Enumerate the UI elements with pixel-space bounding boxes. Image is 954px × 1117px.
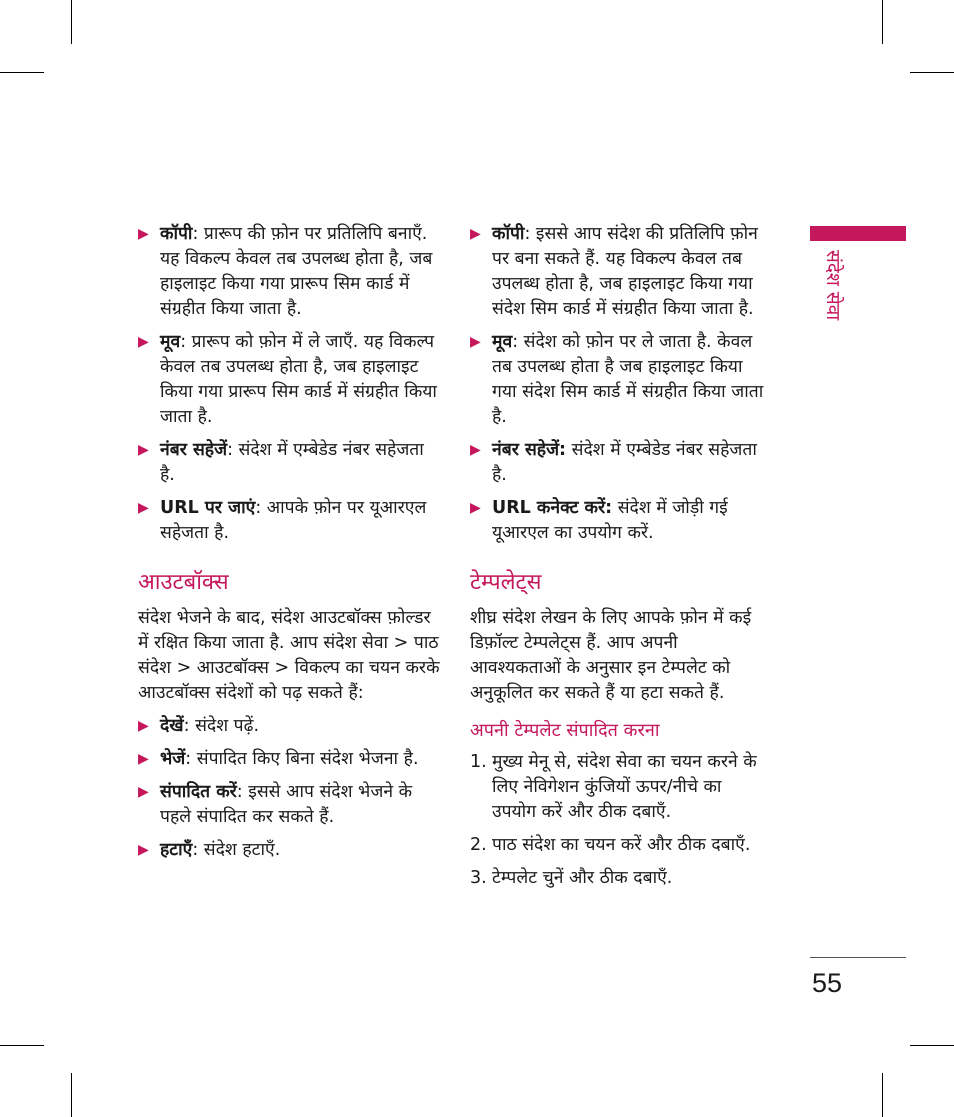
bullet-term: URL पर जाएं xyxy=(160,498,256,518)
page-number-rule xyxy=(810,957,906,958)
triangle-right-icon: ▶ xyxy=(470,500,481,516)
templates-heading: टेम्पलेट्स xyxy=(470,570,542,595)
bullet-term: मूव xyxy=(160,332,181,352)
bullet-view xyxy=(138,714,443,739)
triangle-right-icon: ▶ xyxy=(470,334,481,350)
bullet-copy-message xyxy=(470,222,770,322)
triangle-right-icon: ▶ xyxy=(138,442,149,458)
triangle-right-icon: ▶ xyxy=(138,784,149,800)
bullet-term: भेजें xyxy=(160,749,186,769)
section-tab-bar xyxy=(810,226,906,241)
step-text: टेम्पलेट चुनें और ठीक दबाएँ. xyxy=(492,868,673,888)
bullet-term: नंबर सहेजें xyxy=(160,440,228,460)
triangle-right-icon: ▶ xyxy=(138,500,149,516)
section-tab-label: संदेश सेवा xyxy=(822,250,844,321)
bullet-text: : आपके फ़ोन पर यूआरएल सहेजता है. xyxy=(160,498,427,543)
templates-paragraph: शीघ्र संदेश लेखन के लिए आपके फ़ोन में कई डिफ़ॉल्ट टेम्पलेट्स हैं. आप अपनी आवश्यकताओं के अनुसार इन टेम्पलेट को अनुकूलित कर सकते हैं या हटा सकते हैं. xyxy=(470,608,752,703)
bullet-term: कॉपी xyxy=(160,224,193,244)
step-number: 2. xyxy=(470,835,487,855)
bullet-save-number-right xyxy=(470,438,770,488)
bullet-save-number xyxy=(138,438,443,488)
bullet-edit xyxy=(138,780,443,830)
bullet-term: नंबर सहेजें: xyxy=(492,440,567,460)
right-column xyxy=(470,222,770,899)
bullet-copy-draft xyxy=(138,222,443,322)
step-number: 1. xyxy=(470,752,487,772)
bullet-text: संदेश में एम्बेडेड नंबर सहेजता है. xyxy=(492,440,757,485)
triangle-right-icon: ▶ xyxy=(138,718,149,734)
triangle-right-icon: ▶ xyxy=(470,226,481,242)
crop-mark-tr-h xyxy=(910,72,954,73)
bullet-text: : प्रारूप को फ़ोन में ले जाएँ. यह विकल्प केवल तब उपलब्ध होता है, जब हाइलाइट किया गया प्रारूप सिम कार्ड में संग्रहीत किया जाता है. xyxy=(160,332,437,427)
bullet-term: देखें xyxy=(160,716,184,736)
bullet-move-draft xyxy=(138,330,443,430)
bullet-term: संपादित करें xyxy=(160,782,237,802)
bullet-send xyxy=(138,747,443,772)
bullet-text: : इससे आप संदेश भेजने के पहले संपादित कर सकते हैं. xyxy=(160,782,413,827)
triangle-right-icon: ▶ xyxy=(138,842,149,858)
bullet-text: : संदेश पढ़ें. xyxy=(183,716,260,736)
bullet-text: संदेश में जोड़ी गई यूआरएल का उपयोग करें. xyxy=(492,498,728,543)
bullet-text: : संपादित किए बिना संदेश भेजना है. xyxy=(185,749,419,769)
step-item xyxy=(470,866,770,891)
crop-mark-tl-h xyxy=(0,72,44,73)
left-column xyxy=(138,222,443,871)
crop-mark-bl-h xyxy=(0,1045,44,1046)
triangle-right-icon: ▶ xyxy=(138,226,149,242)
bullet-text: : संदेश को फ़ोन पर ले जाता है. केवल तब उपलब्ध होता है जब हाइलाइट किया गया संदेश सिम कार्ड में संग्रहीत किया जाता है. xyxy=(492,332,764,427)
step-item xyxy=(470,750,770,825)
bullet-text: : प्रारूप की फ़ोन पर प्रतिलिपि बनाएँ. यह विकल्प केवल तब उपलब्ध होता है, जब हाइलाइट किया गया प्रारूप सिम कार्ड में संग्रहीत किया जाता है. xyxy=(160,224,433,319)
bullet-text: : संदेश में एम्बेडेड नंबर सहेजता है. xyxy=(160,440,424,485)
triangle-right-icon: ▶ xyxy=(470,442,481,458)
crop-mark-tl-v xyxy=(71,0,72,44)
edit-template-heading: अपनी टेम्पलेट संपादित करना xyxy=(470,720,660,741)
step-text: मुख्य मेनू से, संदेश सेवा का चयन करने के लिए नेविगेशन कुंजियों ऊपर/नीचे का उपयोग करें और ठीक दबाएँ. xyxy=(492,752,757,822)
bullet-term: हटाएँ xyxy=(160,840,193,860)
outbox-paragraph: संदेश भेजने के बाद, संदेश आउटबॉक्स फ़ोल्डर में रक्षित किया जाता है. आप संदेश सेवा > पाठ संदेश > आउटबॉक्स > विकल्प का चयन करके आउटबॉक्स संदेशों को पढ़ सकते हैं: xyxy=(138,608,440,703)
bullet-delete xyxy=(138,838,443,863)
step-text: पाठ संदेश का चयन करें और ठीक दबाएँ. xyxy=(492,835,751,855)
bullet-term: URL कनेक्ट करें: xyxy=(492,498,613,518)
step-item xyxy=(470,833,770,858)
crop-mark-tr-v xyxy=(882,0,883,44)
bullet-term: मूव xyxy=(492,332,513,352)
crop-mark-br-h xyxy=(910,1045,954,1046)
triangle-right-icon: ▶ xyxy=(138,334,149,350)
page-number: 55 xyxy=(812,968,843,998)
bullet-connect-url xyxy=(470,496,770,546)
bullet-text: : संदेश हटाएँ. xyxy=(192,840,281,860)
triangle-right-icon: ▶ xyxy=(138,751,149,767)
outbox-heading: आउटबॉक्स xyxy=(138,570,229,595)
bullet-term: कॉपी xyxy=(492,224,525,244)
crop-mark-bl-v xyxy=(71,1073,72,1117)
step-number: 3. xyxy=(470,868,487,888)
bullet-go-url xyxy=(138,496,443,546)
bullet-text: : इससे आप संदेश की प्रतिलिपि फ़ोन पर बना सकते हैं. यह विकल्प केवल तब उपलब्ध होता है, जब हाइलाइट किया गया संदेश सिम कार्ड में संग्रहीत किया जाता है. xyxy=(492,224,758,319)
crop-mark-br-v xyxy=(882,1073,883,1117)
bullet-move-message xyxy=(470,330,770,430)
